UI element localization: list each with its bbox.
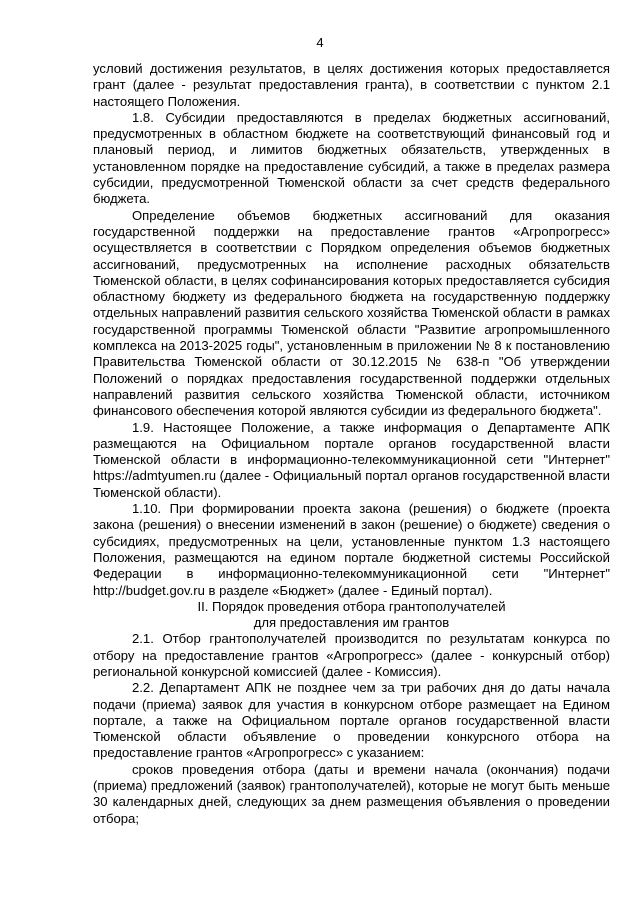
paragraph-budget-allocation: Определение объемов бюджетных ассигнований для оказания государственной поддержки на предоставление грантов «Агропрогресс» осуществляется в соответствии с Порядком определения объемов бюджетных ассигнований, предусмотренных на исполнение расходных обязательств Тюменской области, в целях софинансирования которых предоставляется субсидия областному бюджету из федерального бюджета на государственную поддержку отдельных направлений развития сельского хозяйства Тюменской области в рамках государственной программы Тюменской области "Развитие агропромышленного комплекса на 2013-2025 годы", установленным в приложении № 8 к постановлению Правительства Тюменской области от 30.12.2015 № 638-п "Об утверждении Положений о порядках предоставления государственной поддержки отдельных направлений развития сельского хозяйства Тюменской области, источником финансового обеспечения которой являются субсидии из федерального бюджета".	[93, 207, 610, 419]
paragraph-deadlines: сроков проведения отбора (даты и времени начала (окончания) подачи (приема) предложений (заявок) грантополучателей), которые не могут быть меньше 30 календарных дней, следующих за днем размещения объявления о проведении отбора;	[93, 761, 610, 826]
paragraph-continuation: условий достижения результатов, в целях достижения которых предоставляется грант (далее - результат предоставления гранта), в соответствии с пунктом 2.1 настоящего Положения.	[93, 61, 610, 109]
paragraph-1-9: 1.9. Настоящее Положение, а также информация о Департаменте АПК размещаются на Официальном портале органов государственной власти Тюменской области в информационно-телекоммуникационной сети "Интернет" https://admtyumen.ru (далее - Официальный портал органов государственной власти Тюменской области).	[93, 419, 610, 500]
paragraph-1-10: 1.10. При формировании проекта закона (решения) о бюджете (проекта закона (решения) о внесении изменений в закон (решение) о бюджете) сведения о субсидиях, предусмотренных на цели, установленные пунктом 1.3 настоящего Положения, размещаются на едином портале бюджетной системы Российской Федерации в информационно-телекоммуникационной сети "Интернет" http://budget.gov.ru в разделе «Бюджет» (далее - Единый портал).	[93, 501, 610, 598]
page-number: 4	[316, 35, 324, 50]
section-heading	[93, 599, 610, 632]
paragraph-2-1: 2.1. Отбор грантополучателей производится по результатам конкурса по отбору на предоставление грантов «Агропрогресс» (далее - конкурсный отбор) региональной конкурсной комиссией (далее - Комиссия).	[93, 631, 610, 679]
document-body	[93, 61, 610, 827]
section-heading-line2: для предоставления им грантов	[253, 615, 450, 631]
paragraph-1-8: 1.8. Субсидии предоставляются в пределах бюджетных ассигнований, предусмотренных в областном бюджете на соответствующий финансовый год и плановый период, и лимитов бюджетных обязательств, утвержденных в установленном порядке на предоставление субсидий, а также в пределах размера субсидии, предусмотренной Тюменской области за счет средств федерального бюджета.	[93, 109, 610, 207]
paragraph-2-2: 2.2. Департамент АПК не позднее чем за три рабочих дня до даты начала подачи (приема) заявок для участия в конкурсном отборе размещает на Едином портале, а также на Официальном портале органов государственной власти Тюменской области объявление о проведении конкурсного отбора на предоставление грантов «Агропрогресс» с указанием:	[93, 680, 610, 761]
section-heading-line1: II. Порядок проведения отбора грантополучателей	[197, 598, 506, 614]
